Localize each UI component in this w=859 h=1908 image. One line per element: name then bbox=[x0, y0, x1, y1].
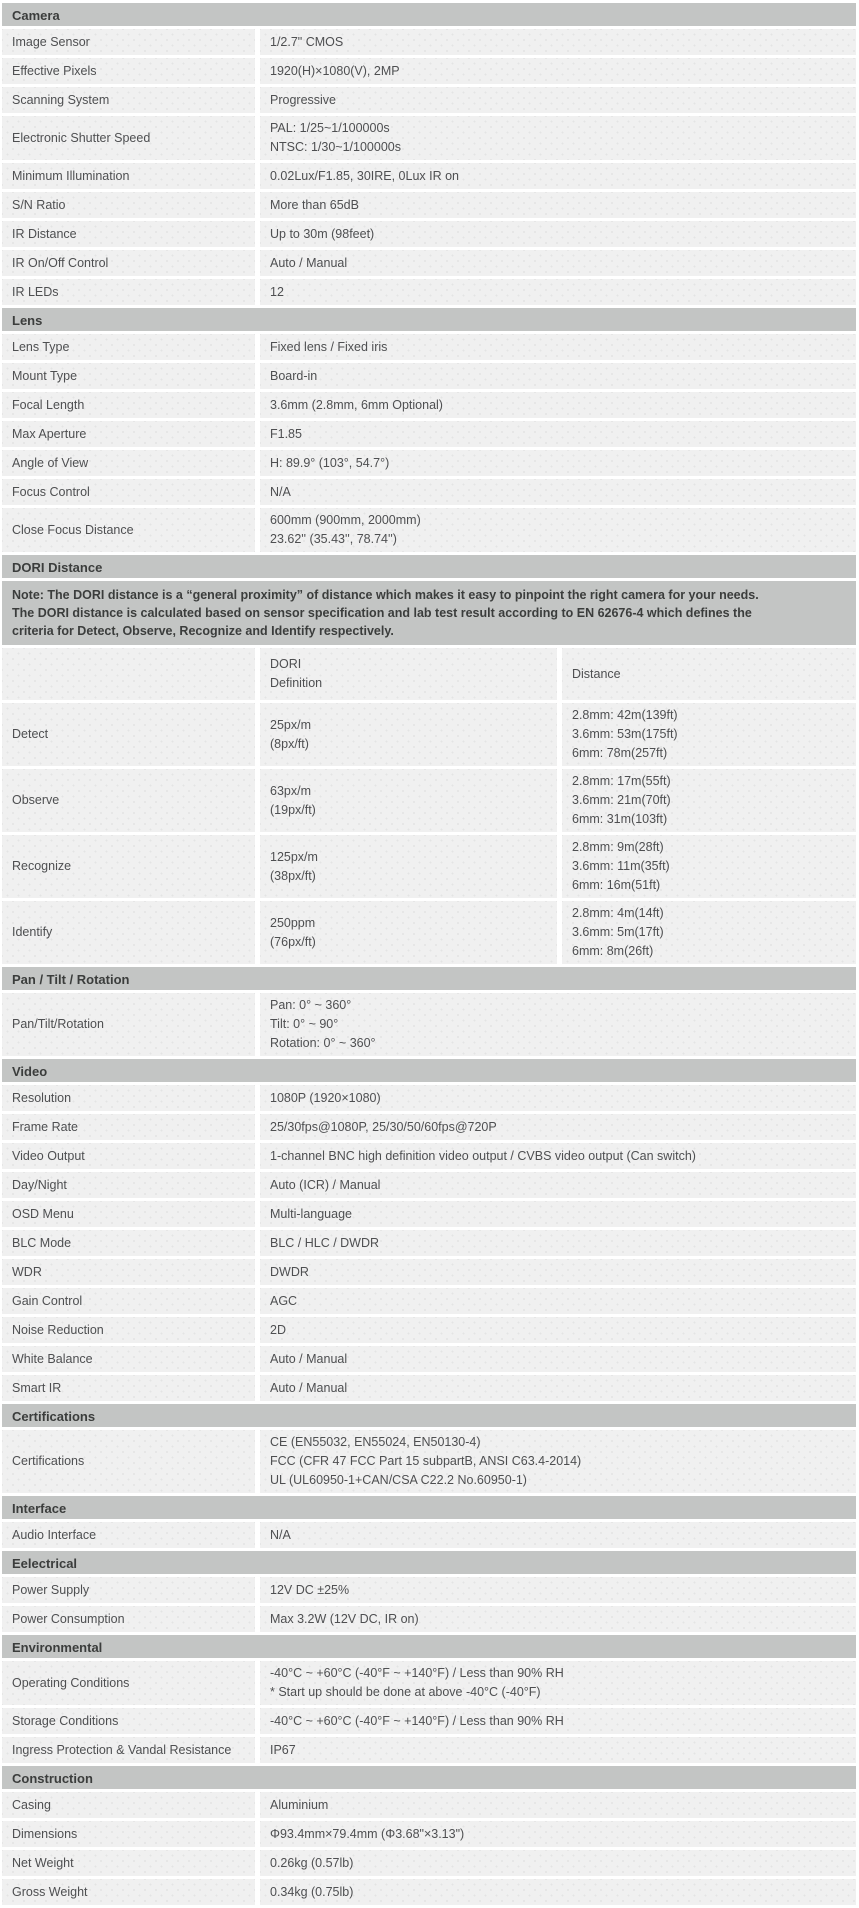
spec-label: Pan/Tilt/Rotation bbox=[2, 993, 255, 1056]
spec-label: Focal Length bbox=[2, 392, 255, 418]
spec-row bbox=[2, 1606, 856, 1632]
dori-header-line: Definition bbox=[270, 676, 323, 690]
value-line: * Start up should be done at above -40°C (-40°F) bbox=[270, 1685, 541, 1699]
value-line: 1080P (1920×1080) bbox=[270, 1090, 381, 1105]
note-line: Note: The DORI distance is a “general proximity” of distance which makes it easy to pinpoint the right camera for your needs. bbox=[12, 588, 759, 602]
spec-row bbox=[2, 508, 856, 552]
spec-label: Mount Type bbox=[2, 363, 255, 389]
value-line: 12V DC ±25% bbox=[270, 1582, 350, 1597]
spec-value bbox=[260, 421, 856, 447]
spec-label: Video Output bbox=[2, 1143, 255, 1169]
spec-row bbox=[2, 1085, 856, 1111]
value-line: Max 3.2W (12V DC, IR on) bbox=[270, 1611, 419, 1626]
value-line: 25/30fps@1080P, 25/30/50/60fps@720P bbox=[270, 1119, 497, 1134]
value-line: PAL: 1/25~1/100000s bbox=[270, 121, 390, 135]
value-line: 6mm: 8m(26ft) bbox=[572, 944, 654, 958]
spec-row bbox=[2, 450, 856, 476]
section-header bbox=[2, 1404, 856, 1427]
value-line: 2.8mm: 42m(139ft) bbox=[572, 708, 678, 722]
spec-label: Net Weight bbox=[2, 1850, 255, 1876]
spec-value bbox=[260, 479, 856, 505]
dori-header-line: Distance bbox=[572, 666, 621, 681]
spec-value bbox=[260, 392, 856, 418]
spec-row bbox=[2, 363, 856, 389]
spec-label: Close Focus Distance bbox=[2, 508, 255, 552]
section-title: Lens bbox=[12, 312, 43, 328]
value-line: Auto / Manual bbox=[270, 255, 348, 270]
spec-label: Operating Conditions bbox=[2, 1661, 255, 1705]
dori-definition-cell bbox=[260, 703, 557, 766]
note-line: criteria for Detect, Observe, Recognize and Identify respectively. bbox=[12, 624, 394, 638]
spec-value bbox=[260, 221, 856, 247]
dori-distance-cell bbox=[562, 648, 856, 700]
spec-value bbox=[260, 1661, 856, 1705]
value-line: F1.85 bbox=[270, 426, 302, 441]
dori-name-cell: Observe bbox=[2, 769, 255, 832]
spec-label: Gain Control bbox=[2, 1288, 255, 1314]
spec-row bbox=[2, 163, 856, 189]
spec-row bbox=[2, 479, 856, 505]
value-line: NTSC: 1/30~1/100000s bbox=[270, 140, 401, 154]
spec-label: Ingress Protection & Vandal Resistance bbox=[2, 1737, 255, 1763]
section-header bbox=[2, 1551, 856, 1574]
spec-row bbox=[2, 1879, 856, 1905]
spec-value bbox=[260, 1792, 856, 1818]
value-line: (19px/ft) bbox=[270, 802, 316, 817]
spec-row bbox=[2, 1114, 856, 1140]
value-line: AGC bbox=[270, 1293, 298, 1308]
value-line: Pan: 0° ~ 360° bbox=[270, 998, 352, 1012]
spec-row bbox=[2, 1230, 856, 1256]
spec-row bbox=[2, 392, 856, 418]
spec-row bbox=[2, 1375, 856, 1401]
spec-row bbox=[2, 221, 856, 247]
spec-label: White Balance bbox=[2, 1346, 255, 1372]
spec-value bbox=[260, 1317, 856, 1343]
value-line: Fixed lens / Fixed iris bbox=[270, 339, 388, 354]
spec-row bbox=[2, 192, 856, 218]
spec-label: IR LEDs bbox=[2, 279, 255, 305]
value-line: 2.8mm: 4m(14ft) bbox=[572, 906, 664, 920]
dori-header-line: DORI bbox=[270, 657, 302, 671]
value-line: 3.6mm: 11m(35ft) bbox=[572, 859, 670, 873]
spec-value bbox=[260, 1850, 856, 1876]
spec-value bbox=[260, 1346, 856, 1372]
value-line: Tilt: 0° ~ 90° bbox=[270, 1017, 339, 1031]
value-line: DWDR bbox=[270, 1264, 309, 1279]
value-line: CE (EN55032, EN55024, EN50130-4) bbox=[270, 1435, 481, 1449]
spec-value bbox=[260, 1821, 856, 1847]
value-line: Auto / Manual bbox=[270, 1380, 348, 1395]
spec-label: Gross Weight bbox=[2, 1879, 255, 1905]
spec-value bbox=[260, 58, 856, 84]
spec-value bbox=[260, 1085, 856, 1111]
value-line: 3.6mm (2.8mm, 6mm Optional) bbox=[270, 397, 443, 412]
spec-value bbox=[260, 450, 856, 476]
value-line: N/A bbox=[270, 484, 291, 499]
spec-row bbox=[2, 1430, 856, 1493]
dori-distance-cell bbox=[562, 901, 856, 964]
value-line: (76px/ft) bbox=[270, 934, 316, 949]
dori-row bbox=[2, 703, 856, 766]
spec-label: Day/Night bbox=[2, 1172, 255, 1198]
section-title: DORI Distance bbox=[12, 559, 103, 575]
section-title: Construction bbox=[12, 1770, 93, 1786]
value-line: Auto (ICR) / Manual bbox=[270, 1177, 381, 1192]
dori-definition-cell bbox=[260, 835, 557, 898]
spec-label: WDR bbox=[2, 1259, 255, 1285]
spec-label: Storage Conditions bbox=[2, 1708, 255, 1734]
value-line: Multi-language bbox=[270, 1206, 352, 1221]
value-line: 3.6mm: 5m(17ft) bbox=[572, 925, 664, 939]
dori-row bbox=[2, 901, 856, 964]
spec-label: Dimensions bbox=[2, 1821, 255, 1847]
section-title: Pan / Tilt / Rotation bbox=[12, 971, 130, 987]
spec-label: Certifications bbox=[2, 1430, 255, 1493]
dori-row bbox=[2, 769, 856, 832]
spec-table bbox=[2, 3, 856, 1905]
spec-label: IR Distance bbox=[2, 221, 255, 247]
spec-row bbox=[2, 1577, 856, 1603]
spec-label: Frame Rate bbox=[2, 1114, 255, 1140]
spec-value bbox=[260, 116, 856, 160]
value-line: 1-channel BNC high definition video output / CVBS video output (Can switch) bbox=[270, 1148, 696, 1163]
dori-row bbox=[2, 835, 856, 898]
spec-row bbox=[2, 250, 856, 276]
spec-row bbox=[2, 1522, 856, 1548]
spec-label: Angle of View bbox=[2, 450, 255, 476]
value-line: FCC (CFR 47 FCC Part 15 subpartB, ANSI C63.4-2014) bbox=[270, 1454, 582, 1468]
spec-value bbox=[260, 1143, 856, 1169]
value-line: 3.6mm: 53m(175ft) bbox=[572, 727, 678, 741]
spec-value bbox=[260, 192, 856, 218]
spec-value bbox=[260, 508, 856, 552]
value-line: More than 65dB bbox=[270, 197, 359, 212]
value-line: 2.8mm: 9m(28ft) bbox=[572, 840, 664, 854]
spec-label: S/N Ratio bbox=[2, 192, 255, 218]
spec-label: OSD Menu bbox=[2, 1201, 255, 1227]
spec-row bbox=[2, 279, 856, 305]
spec-label: Smart IR bbox=[2, 1375, 255, 1401]
spec-row bbox=[2, 116, 856, 160]
value-line: 1920(H)×1080(V), 2MP bbox=[270, 63, 400, 78]
value-line: 3.6mm: 21m(70ft) bbox=[572, 793, 671, 807]
spec-label: Focus Control bbox=[2, 479, 255, 505]
spec-label: Noise Reduction bbox=[2, 1317, 255, 1343]
dori-definition-cell bbox=[260, 769, 557, 832]
value-line: 23.62'' (35.43'', 78.74'') bbox=[270, 532, 397, 546]
spec-row bbox=[2, 1661, 856, 1705]
spec-label: Power Supply bbox=[2, 1577, 255, 1603]
spec-row bbox=[2, 1317, 856, 1343]
section-header bbox=[2, 1496, 856, 1519]
spec-row bbox=[2, 1201, 856, 1227]
value-line: 6mm: 16m(51ft) bbox=[572, 878, 661, 892]
dori-row bbox=[2, 648, 856, 700]
value-line: 6mm: 31m(103ft) bbox=[572, 812, 668, 826]
spec-row bbox=[2, 1143, 856, 1169]
spec-row bbox=[2, 1821, 856, 1847]
spec-label: Minimum Illumination bbox=[2, 163, 255, 189]
note-line: The DORI distance is calculated based on sensor specification and lab test result according to EN 62676-4 which defines the bbox=[12, 606, 752, 620]
section-header bbox=[2, 1635, 856, 1658]
spec-label: IR On/Off Control bbox=[2, 250, 255, 276]
dori-distance-cell bbox=[562, 769, 856, 832]
spec-value bbox=[260, 1201, 856, 1227]
section-header bbox=[2, 1059, 856, 1082]
spec-value bbox=[260, 163, 856, 189]
spec-row bbox=[2, 1737, 856, 1763]
value-line: 0.02Lux/F1.85, 30IRE, 0Lux IR on bbox=[270, 168, 460, 183]
value-line: N/A bbox=[270, 1527, 291, 1542]
spec-value bbox=[260, 1375, 856, 1401]
dori-distance-cell bbox=[562, 835, 856, 898]
value-line: 125px/m bbox=[270, 849, 318, 864]
value-line: 2.8mm: 17m(55ft) bbox=[572, 774, 671, 788]
dori-definition-cell bbox=[260, 901, 557, 964]
spec-label: Lens Type bbox=[2, 334, 255, 360]
value-line: H: 89.9° (103°, 54.7°) bbox=[270, 455, 390, 470]
spec-row bbox=[2, 1172, 856, 1198]
spec-value bbox=[260, 1430, 856, 1493]
spec-label: Effective Pixels bbox=[2, 58, 255, 84]
value-line: UL (UL60950-1+CAN/CSA C22.2 No.60950-1) bbox=[270, 1473, 527, 1487]
dori-definition-cell bbox=[260, 648, 557, 700]
spec-label: Scanning System bbox=[2, 87, 255, 113]
spec-row bbox=[2, 1346, 856, 1372]
value-line: (8px/ft) bbox=[270, 736, 309, 751]
section-header bbox=[2, 967, 856, 990]
spec-value bbox=[260, 87, 856, 113]
dori-name-cell: Detect bbox=[2, 703, 255, 766]
value-line: (38px/ft) bbox=[270, 868, 316, 883]
dori-name-cell: Recognize bbox=[2, 835, 255, 898]
spec-value bbox=[260, 1114, 856, 1140]
spec-label: BLC Mode bbox=[2, 1230, 255, 1256]
dori-name-cell bbox=[2, 648, 255, 700]
spec-value bbox=[260, 29, 856, 55]
spec-value bbox=[260, 1577, 856, 1603]
value-line: 1/2.7" CMOS bbox=[270, 34, 344, 49]
spec-value bbox=[260, 993, 856, 1056]
spec-label: Casing bbox=[2, 1792, 255, 1818]
value-line: 0.34kg (0.75lb) bbox=[270, 1884, 354, 1899]
spec-value bbox=[260, 1522, 856, 1548]
value-line: Φ93.4mm×79.4mm (Φ3.68"×3.13") bbox=[270, 1826, 465, 1841]
value-line: 6mm: 78m(257ft) bbox=[572, 746, 668, 760]
value-line: 2D bbox=[270, 1322, 286, 1337]
spec-value bbox=[260, 1172, 856, 1198]
section-header bbox=[2, 3, 856, 26]
spec-label: Max Aperture bbox=[2, 421, 255, 447]
spec-label: Audio Interface bbox=[2, 1522, 255, 1548]
value-line: 600mm (900mm, 2000mm) bbox=[270, 513, 421, 527]
value-line: 63px/m bbox=[270, 783, 311, 798]
spec-row bbox=[2, 334, 856, 360]
dori-distance-cell bbox=[562, 703, 856, 766]
spec-row bbox=[2, 87, 856, 113]
spec-value bbox=[260, 1259, 856, 1285]
spec-value bbox=[260, 1708, 856, 1734]
spec-row bbox=[2, 993, 856, 1056]
spec-row bbox=[2, 1708, 856, 1734]
section-header bbox=[2, 555, 856, 578]
value-line: Board-in bbox=[270, 368, 318, 383]
spec-value bbox=[260, 250, 856, 276]
spec-row bbox=[2, 1288, 856, 1314]
section-title: Eelectrical bbox=[12, 1555, 78, 1571]
value-line: Progressive bbox=[270, 92, 336, 107]
value-line: Auto / Manual bbox=[270, 1351, 348, 1366]
section-title: Camera bbox=[12, 7, 60, 23]
spec-row bbox=[2, 29, 856, 55]
spec-row bbox=[2, 1850, 856, 1876]
spec-value bbox=[260, 1230, 856, 1256]
value-line: 250ppm bbox=[270, 915, 316, 930]
spec-value bbox=[260, 334, 856, 360]
spec-label: Resolution bbox=[2, 1085, 255, 1111]
value-line: BLC / HLC / DWDR bbox=[270, 1235, 380, 1250]
value-line: Rotation: 0° ~ 360° bbox=[270, 1036, 376, 1050]
spec-label: Electronic Shutter Speed bbox=[2, 116, 255, 160]
spec-value bbox=[260, 1737, 856, 1763]
spec-value bbox=[260, 1288, 856, 1314]
spec-row bbox=[2, 1259, 856, 1285]
spec-row bbox=[2, 421, 856, 447]
dori-name-cell: Identify bbox=[2, 901, 255, 964]
value-line: 0.26kg (0.57lb) bbox=[270, 1855, 354, 1870]
spec-label: Image Sensor bbox=[2, 29, 255, 55]
value-line: 25px/m bbox=[270, 717, 311, 732]
value-line: Aluminium bbox=[270, 1797, 329, 1812]
value-line: 12 bbox=[270, 284, 284, 299]
spec-value bbox=[260, 279, 856, 305]
spec-row bbox=[2, 1792, 856, 1818]
spec-label: Power Consumption bbox=[2, 1606, 255, 1632]
section-header bbox=[2, 308, 856, 331]
section-title: Video bbox=[12, 1063, 48, 1079]
spec-value bbox=[260, 363, 856, 389]
section-header bbox=[2, 1766, 856, 1789]
section-title: Environmental bbox=[12, 1639, 103, 1655]
spec-row bbox=[2, 58, 856, 84]
spec-value bbox=[260, 1879, 856, 1905]
value-line: IP67 bbox=[270, 1742, 296, 1757]
value-line: Up to 30m (98feet) bbox=[270, 226, 375, 241]
value-line: -40°C ~ +60°C (-40°F ~ +140°F) / Less than 90% RH bbox=[270, 1713, 564, 1728]
dori-note bbox=[2, 581, 856, 645]
section-title: Certifications bbox=[12, 1408, 96, 1424]
section-title: Interface bbox=[12, 1500, 67, 1516]
value-line: -40°C ~ +60°C (-40°F ~ +140°F) / Less than 90% RH bbox=[270, 1666, 564, 1680]
spec-value bbox=[260, 1606, 856, 1632]
